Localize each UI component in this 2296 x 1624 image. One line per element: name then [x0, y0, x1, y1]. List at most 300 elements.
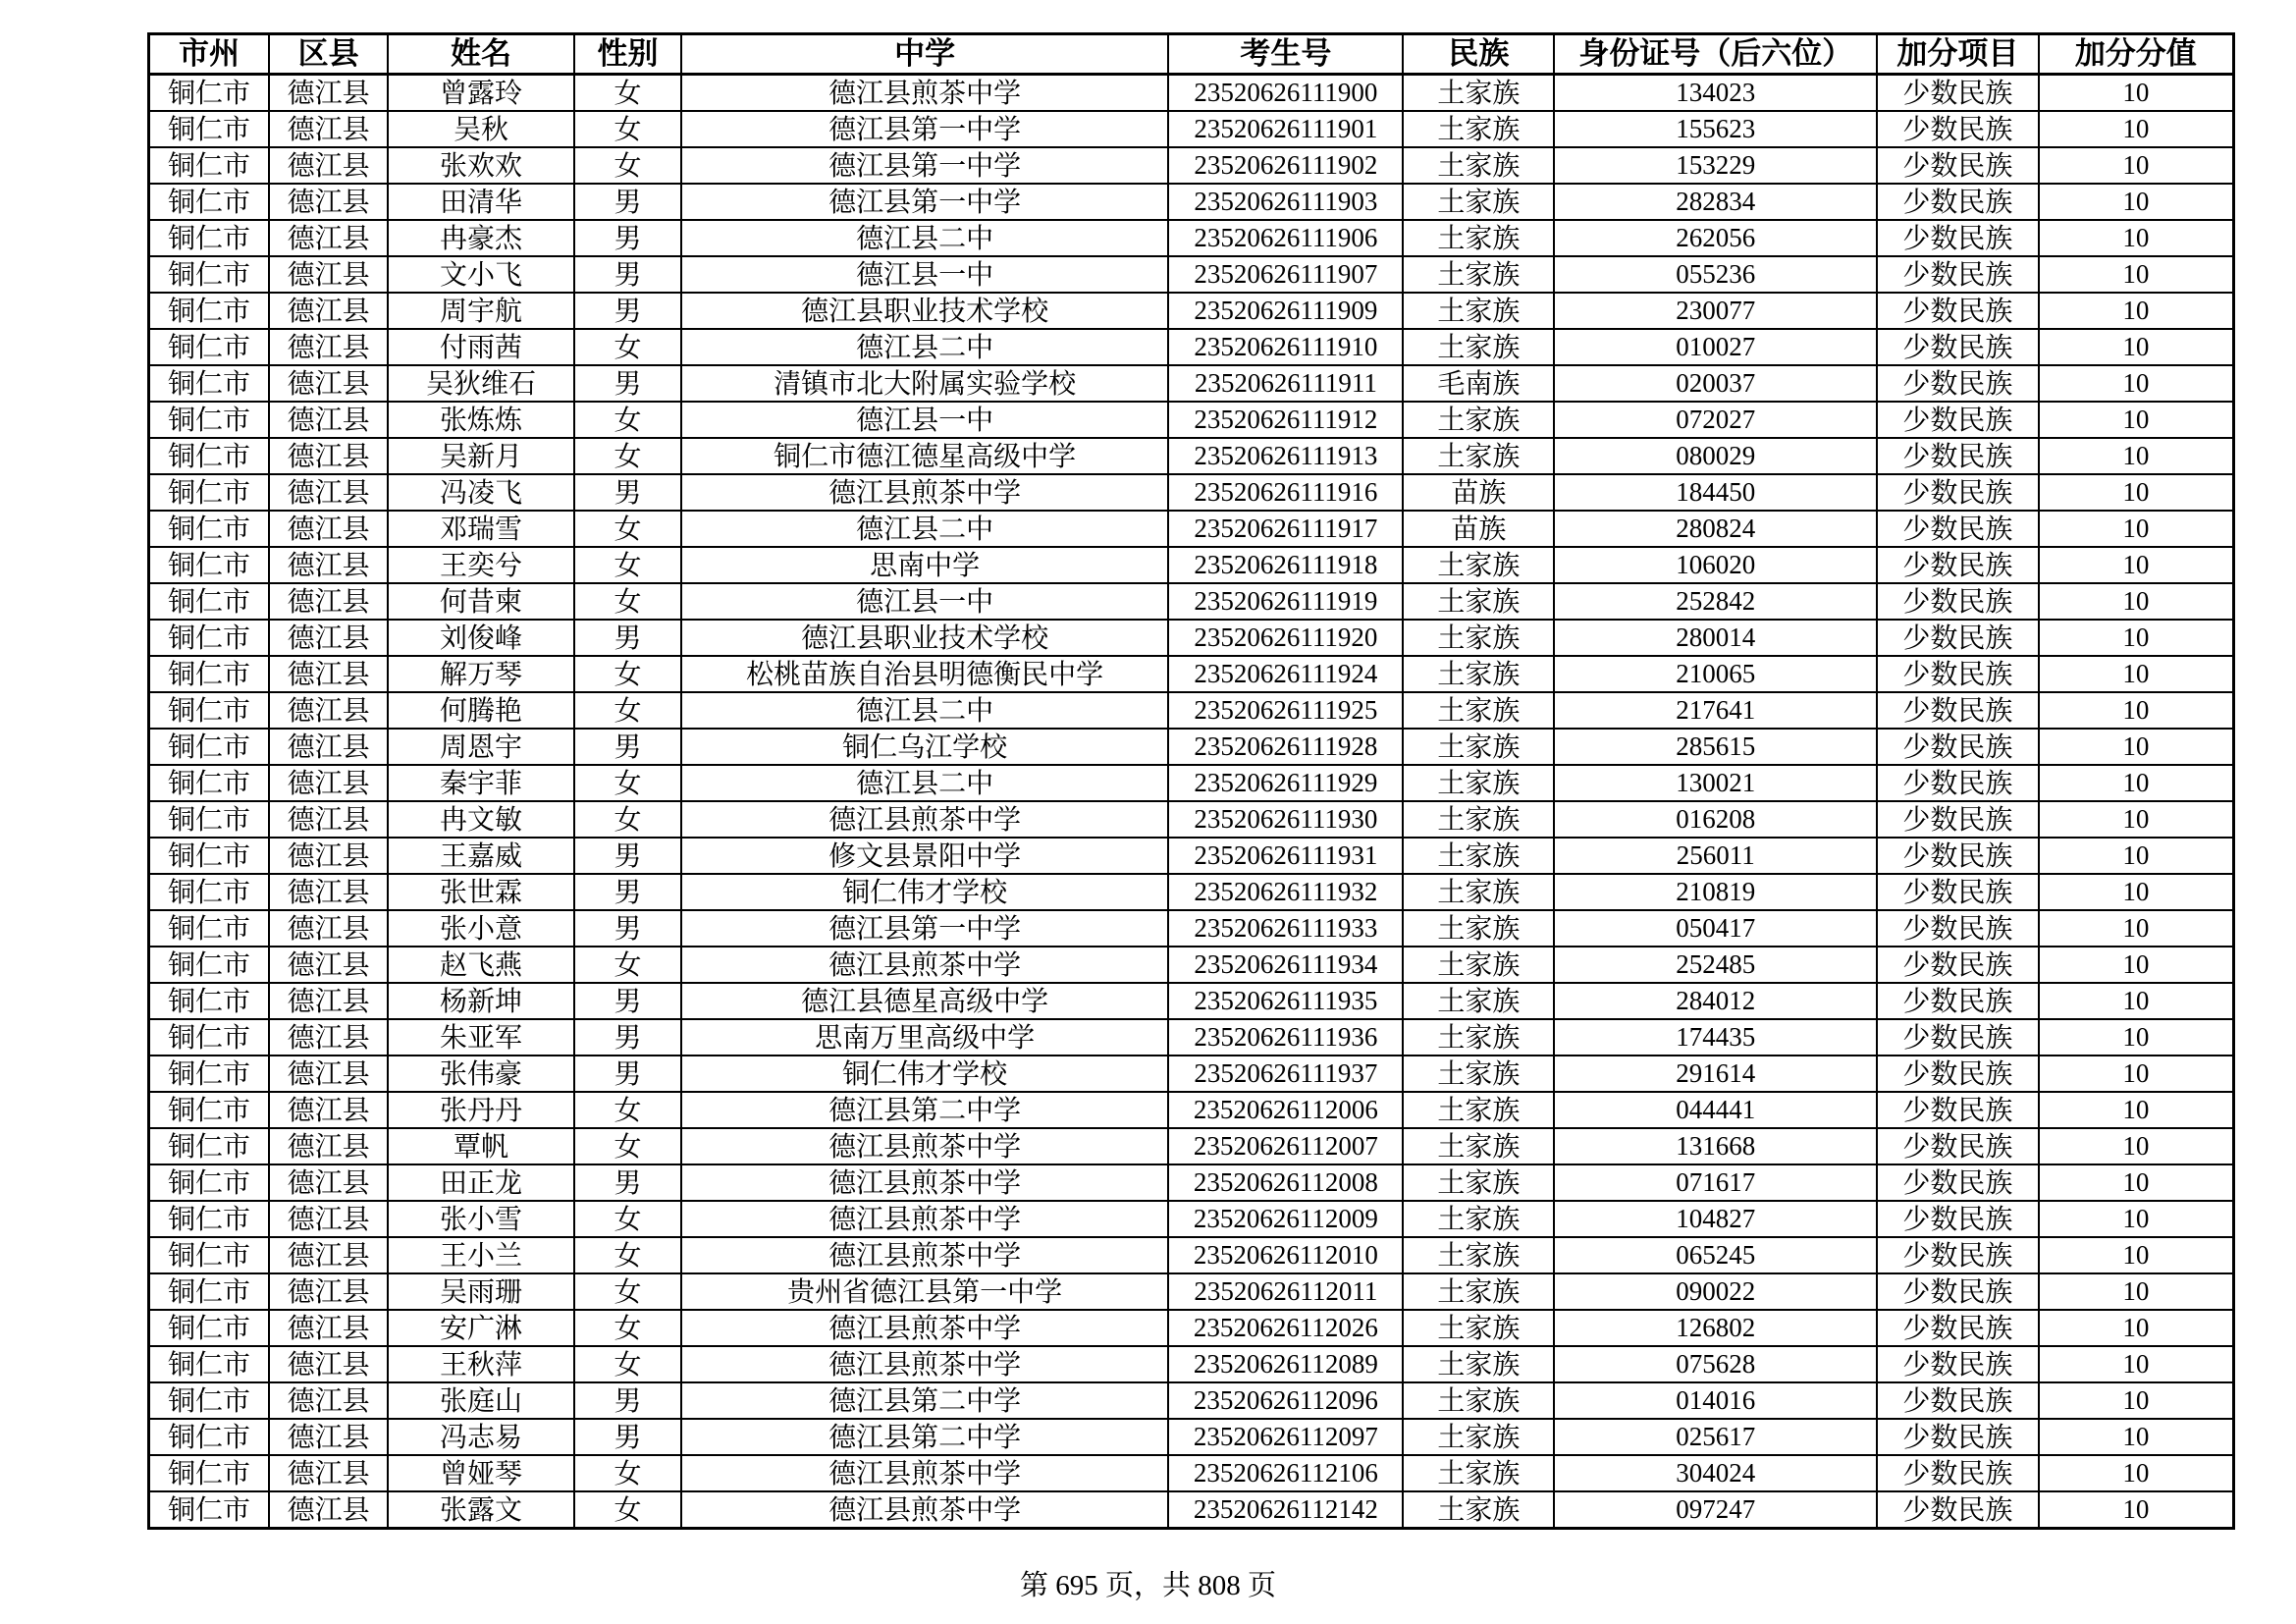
bonus-value-cell: 10	[2039, 1382, 2234, 1419]
column-header-gender: 性别	[574, 34, 681, 75]
name-cell: 朱亚军	[388, 1019, 574, 1056]
city-cell: 铜仁市	[149, 1310, 270, 1346]
exam-number-cell: 23520626111925	[1168, 692, 1403, 729]
school-cell: 德江县一中	[681, 583, 1168, 620]
exam-number-cell: 23520626111901	[1168, 111, 1403, 147]
bonus-item-cell: 少数民族	[1877, 511, 2038, 547]
ethnicity-cell: 土家族	[1403, 75, 1554, 112]
gender-cell: 女	[574, 656, 681, 692]
ethnicity-cell: 土家族	[1403, 583, 1554, 620]
ethnicity-cell: 毛南族	[1403, 365, 1554, 402]
city-cell: 铜仁市	[149, 329, 270, 365]
gender-cell: 男	[574, 256, 681, 293]
id-suffix-cell: 304024	[1554, 1455, 1877, 1491]
bonus-points-table	[147, 32, 2235, 1530]
name-cell: 覃帆	[388, 1128, 574, 1164]
bonus-item-cell: 少数民族	[1877, 801, 2038, 838]
bonus-item-cell: 少数民族	[1877, 1310, 2038, 1346]
city-cell: 铜仁市	[149, 1455, 270, 1491]
gender-cell: 男	[574, 220, 681, 256]
bonus-value-cell: 10	[2039, 547, 2234, 583]
city-cell: 铜仁市	[149, 147, 270, 184]
gender-cell: 女	[574, 438, 681, 474]
name-cell: 周宇航	[388, 293, 574, 329]
name-cell: 解万琴	[388, 656, 574, 692]
county-cell: 德江县	[269, 1382, 388, 1419]
exam-number-cell: 23520626111937	[1168, 1056, 1403, 1092]
gender-cell: 女	[574, 1273, 681, 1310]
ethnicity-cell: 土家族	[1403, 656, 1554, 692]
bonus-value-cell: 10	[2039, 293, 2234, 329]
gender-cell: 女	[574, 1237, 681, 1273]
ethnicity-cell: 土家族	[1403, 1455, 1554, 1491]
school-cell: 德江县二中	[681, 329, 1168, 365]
gender-cell: 男	[574, 1164, 681, 1201]
name-cell: 王奕兮	[388, 547, 574, 583]
school-cell: 清镇市北大附属实验学校	[681, 365, 1168, 402]
county-cell: 德江县	[269, 511, 388, 547]
county-cell: 德江县	[269, 1310, 388, 1346]
ethnicity-cell: 土家族	[1403, 111, 1554, 147]
name-cell: 曾露玲	[388, 75, 574, 112]
city-cell: 铜仁市	[149, 1346, 270, 1382]
ethnicity-cell: 土家族	[1403, 1273, 1554, 1310]
exam-number-cell: 23520626112008	[1168, 1164, 1403, 1201]
exam-number-cell: 23520626111909	[1168, 293, 1403, 329]
gender-cell: 男	[574, 838, 681, 874]
school-cell: 德江县职业技术学校	[681, 620, 1168, 656]
bonus-item-cell: 少数民族	[1877, 1382, 2038, 1419]
bonus-item-cell: 少数民族	[1877, 729, 2038, 765]
exam-number-cell: 23520626111935	[1168, 983, 1403, 1019]
exam-number-cell: 23520626112096	[1168, 1382, 1403, 1419]
ethnicity-cell: 土家族	[1403, 1491, 1554, 1529]
bonus-value-cell: 10	[2039, 220, 2234, 256]
gender-cell: 女	[574, 75, 681, 112]
name-cell: 张小雪	[388, 1201, 574, 1237]
gender-cell: 男	[574, 729, 681, 765]
city-cell: 铜仁市	[149, 1128, 270, 1164]
id-suffix-cell: 210819	[1554, 874, 1877, 910]
bonus-value-cell: 10	[2039, 474, 2234, 511]
county-cell: 德江县	[269, 1273, 388, 1310]
table-row	[149, 256, 2234, 293]
id-suffix-cell: 252842	[1554, 583, 1877, 620]
id-suffix-cell: 080029	[1554, 438, 1877, 474]
name-cell: 吴狄维石	[388, 365, 574, 402]
city-cell: 铜仁市	[149, 1019, 270, 1056]
bonus-item-cell: 少数民族	[1877, 365, 2038, 402]
name-cell: 冯凌飞	[388, 474, 574, 511]
bonus-value-cell: 10	[2039, 402, 2234, 438]
ethnicity-cell: 土家族	[1403, 1128, 1554, 1164]
ethnicity-cell: 苗族	[1403, 511, 1554, 547]
name-cell: 何腾艳	[388, 692, 574, 729]
bonus-value-cell: 10	[2039, 111, 2234, 147]
table-row	[149, 1455, 2234, 1491]
school-cell: 德江县二中	[681, 511, 1168, 547]
city-cell: 铜仁市	[149, 1201, 270, 1237]
county-cell: 德江县	[269, 1455, 388, 1491]
city-cell: 铜仁市	[149, 729, 270, 765]
bonus-item-cell: 少数民族	[1877, 1128, 2038, 1164]
table-row	[149, 220, 2234, 256]
exam-number-cell: 23520626112089	[1168, 1346, 1403, 1382]
ethnicity-cell: 土家族	[1403, 147, 1554, 184]
bonus-value-cell: 10	[2039, 184, 2234, 220]
bonus-value-cell: 10	[2039, 1092, 2234, 1128]
ethnicity-cell: 土家族	[1403, 947, 1554, 983]
id-suffix-cell: 134023	[1554, 75, 1877, 112]
city-cell: 铜仁市	[149, 438, 270, 474]
ethnicity-cell: 土家族	[1403, 1310, 1554, 1346]
county-cell: 德江县	[269, 583, 388, 620]
table-row	[149, 184, 2234, 220]
county-cell: 德江县	[269, 1419, 388, 1455]
gender-cell: 女	[574, 547, 681, 583]
city-cell: 铜仁市	[149, 838, 270, 874]
name-cell: 秦宇菲	[388, 765, 574, 801]
ethnicity-cell: 土家族	[1403, 983, 1554, 1019]
bonus-value-cell: 10	[2039, 874, 2234, 910]
id-suffix-cell: 282834	[1554, 184, 1877, 220]
school-cell: 德江县第一中学	[681, 111, 1168, 147]
exam-number-cell: 23520626111918	[1168, 547, 1403, 583]
city-cell: 铜仁市	[149, 1092, 270, 1128]
table-row	[149, 1346, 2234, 1382]
bonus-value-cell: 10	[2039, 583, 2234, 620]
bonus-value-cell: 10	[2039, 147, 2234, 184]
table-row	[149, 656, 2234, 692]
bonus-value-cell: 10	[2039, 75, 2234, 112]
name-cell: 吴秋	[388, 111, 574, 147]
bonus-value-cell: 10	[2039, 1164, 2234, 1201]
bonus-item-cell: 少数民族	[1877, 329, 2038, 365]
name-cell: 付雨茜	[388, 329, 574, 365]
table-row	[149, 1201, 2234, 1237]
name-cell: 王嘉威	[388, 838, 574, 874]
id-suffix-cell: 104827	[1554, 1201, 1877, 1237]
bonus-value-cell: 10	[2039, 801, 2234, 838]
bonus-value-cell: 10	[2039, 765, 2234, 801]
bonus-item-cell: 少数民族	[1877, 402, 2038, 438]
bonus-value-cell: 10	[2039, 729, 2234, 765]
id-suffix-cell: 065245	[1554, 1237, 1877, 1273]
id-suffix-cell: 097247	[1554, 1491, 1877, 1529]
table-row	[149, 765, 2234, 801]
name-cell: 张露文	[388, 1491, 574, 1529]
exam-number-cell: 23520626111902	[1168, 147, 1403, 184]
gender-cell: 女	[574, 801, 681, 838]
gender-cell: 女	[574, 147, 681, 184]
gender-cell: 女	[574, 1491, 681, 1529]
county-cell: 德江县	[269, 1092, 388, 1128]
id-suffix-cell: 055236	[1554, 256, 1877, 293]
exam-number-cell: 23520626112026	[1168, 1310, 1403, 1346]
exam-number-cell: 23520626111934	[1168, 947, 1403, 983]
school-cell: 松桃苗族自治县明德衡民中学	[681, 656, 1168, 692]
gender-cell: 女	[574, 402, 681, 438]
gender-cell: 男	[574, 1056, 681, 1092]
school-cell: 德江县煎茶中学	[681, 1164, 1168, 1201]
table-row	[149, 111, 2234, 147]
table-row	[149, 438, 2234, 474]
city-cell: 铜仁市	[149, 1419, 270, 1455]
name-cell: 文小飞	[388, 256, 574, 293]
table-row	[149, 75, 2234, 112]
city-cell: 铜仁市	[149, 184, 270, 220]
ethnicity-cell: 土家族	[1403, 801, 1554, 838]
school-cell: 德江县第二中学	[681, 1382, 1168, 1419]
document-sheet	[147, 32, 2235, 1530]
name-cell: 张小意	[388, 910, 574, 947]
ethnicity-cell: 土家族	[1403, 329, 1554, 365]
table-row	[149, 147, 2234, 184]
name-cell: 刘俊峰	[388, 620, 574, 656]
city-cell: 铜仁市	[149, 547, 270, 583]
gender-cell: 女	[574, 1455, 681, 1491]
table-row	[149, 910, 2234, 947]
city-cell: 铜仁市	[149, 983, 270, 1019]
ethnicity-cell: 土家族	[1403, 729, 1554, 765]
county-cell: 德江县	[269, 402, 388, 438]
bonus-value-cell: 10	[2039, 1273, 2234, 1310]
school-cell: 铜仁乌江学校	[681, 729, 1168, 765]
bonus-item-cell: 少数民族	[1877, 1491, 2038, 1529]
school-cell: 德江县二中	[681, 220, 1168, 256]
id-suffix-cell: 280014	[1554, 620, 1877, 656]
name-cell: 田清华	[388, 184, 574, 220]
county-cell: 德江县	[269, 1237, 388, 1273]
table-row	[149, 1237, 2234, 1273]
bonus-value-cell: 10	[2039, 1491, 2234, 1529]
column-header-bonus-value: 加分分值	[2039, 34, 2234, 75]
gender-cell: 女	[574, 583, 681, 620]
county-cell: 德江县	[269, 1164, 388, 1201]
gender-cell: 女	[574, 1310, 681, 1346]
county-cell: 德江县	[269, 1128, 388, 1164]
bonus-item-cell: 少数民族	[1877, 111, 2038, 147]
name-cell: 王秋萍	[388, 1346, 574, 1382]
name-cell: 吴雨珊	[388, 1273, 574, 1310]
city-cell: 铜仁市	[149, 402, 270, 438]
exam-number-cell: 23520626111919	[1168, 583, 1403, 620]
id-suffix-cell: 284012	[1554, 983, 1877, 1019]
id-suffix-cell: 010027	[1554, 329, 1877, 365]
bonus-value-cell: 10	[2039, 910, 2234, 947]
exam-number-cell: 23520626112009	[1168, 1201, 1403, 1237]
school-cell: 德江县二中	[681, 765, 1168, 801]
exam-number-cell: 23520626112006	[1168, 1092, 1403, 1128]
bonus-value-cell: 10	[2039, 983, 2234, 1019]
id-suffix-cell: 285615	[1554, 729, 1877, 765]
ethnicity-cell: 土家族	[1403, 1092, 1554, 1128]
bonus-item-cell: 少数民族	[1877, 1164, 2038, 1201]
bonus-item-cell: 少数民族	[1877, 547, 2038, 583]
county-cell: 德江县	[269, 438, 388, 474]
exam-number-cell: 23520626111910	[1168, 329, 1403, 365]
column-header-city: 市州	[149, 34, 270, 75]
name-cell: 吴新月	[388, 438, 574, 474]
county-cell: 德江县	[269, 620, 388, 656]
county-cell: 德江县	[269, 656, 388, 692]
name-cell: 田正龙	[388, 1164, 574, 1201]
bonus-item-cell: 少数民族	[1877, 474, 2038, 511]
table-row	[149, 947, 2234, 983]
city-cell: 铜仁市	[149, 75, 270, 112]
school-cell: 思南万里高级中学	[681, 1019, 1168, 1056]
id-suffix-cell: 044441	[1554, 1092, 1877, 1128]
exam-number-cell: 23520626111906	[1168, 220, 1403, 256]
city-cell: 铜仁市	[149, 256, 270, 293]
school-cell: 德江县煎茶中学	[681, 1237, 1168, 1273]
bonus-item-cell: 少数民族	[1877, 620, 2038, 656]
county-cell: 德江县	[269, 111, 388, 147]
bonus-item-cell: 少数民族	[1877, 910, 2038, 947]
county-cell: 德江县	[269, 983, 388, 1019]
bonus-item-cell: 少数民族	[1877, 1237, 2038, 1273]
county-cell: 德江县	[269, 838, 388, 874]
id-suffix-cell: 131668	[1554, 1128, 1877, 1164]
ethnicity-cell: 土家族	[1403, 1237, 1554, 1273]
name-cell: 曾娅琴	[388, 1455, 574, 1491]
gender-cell: 男	[574, 1419, 681, 1455]
name-cell: 赵飞燕	[388, 947, 574, 983]
table-row	[149, 583, 2234, 620]
county-cell: 德江县	[269, 474, 388, 511]
school-cell: 德江县第二中学	[681, 1419, 1168, 1455]
county-cell: 德江县	[269, 220, 388, 256]
bonus-item-cell: 少数民族	[1877, 1273, 2038, 1310]
name-cell: 杨新坤	[388, 983, 574, 1019]
ethnicity-cell: 土家族	[1403, 1164, 1554, 1201]
ethnicity-cell: 土家族	[1403, 765, 1554, 801]
table-row	[149, 1164, 2234, 1201]
county-cell: 德江县	[269, 365, 388, 402]
header-row	[149, 34, 2234, 75]
city-cell: 铜仁市	[149, 293, 270, 329]
exam-number-cell: 23520626111917	[1168, 511, 1403, 547]
ethnicity-cell: 土家族	[1403, 402, 1554, 438]
gender-cell: 男	[574, 474, 681, 511]
exam-number-cell: 23520626112142	[1168, 1491, 1403, 1529]
gender-cell: 女	[574, 765, 681, 801]
id-suffix-cell: 262056	[1554, 220, 1877, 256]
school-cell: 德江县德星高级中学	[681, 983, 1168, 1019]
table-row	[149, 402, 2234, 438]
table-row	[149, 620, 2234, 656]
bonus-value-cell: 10	[2039, 1128, 2234, 1164]
gender-cell: 男	[574, 293, 681, 329]
bonus-value-cell: 10	[2039, 692, 2234, 729]
id-suffix-cell: 090022	[1554, 1273, 1877, 1310]
gender-cell: 男	[574, 910, 681, 947]
bonus-item-cell: 少数民族	[1877, 947, 2038, 983]
city-cell: 铜仁市	[149, 1273, 270, 1310]
name-cell: 安广淋	[388, 1310, 574, 1346]
ethnicity-cell: 土家族	[1403, 874, 1554, 910]
gender-cell: 男	[574, 1019, 681, 1056]
id-suffix-cell: 106020	[1554, 547, 1877, 583]
county-cell: 德江县	[269, 184, 388, 220]
name-cell: 冯志易	[388, 1419, 574, 1455]
exam-number-cell: 23520626111913	[1168, 438, 1403, 474]
id-suffix-cell: 217641	[1554, 692, 1877, 729]
bonus-value-cell: 10	[2039, 1419, 2234, 1455]
column-header-ethnicity: 民族	[1403, 34, 1554, 75]
name-cell: 张世霖	[388, 874, 574, 910]
bonus-item-cell: 少数民族	[1877, 256, 2038, 293]
id-suffix-cell: 256011	[1554, 838, 1877, 874]
exam-number-cell: 23520626111932	[1168, 874, 1403, 910]
name-cell: 王小兰	[388, 1237, 574, 1273]
gender-cell: 女	[574, 692, 681, 729]
table-row	[149, 329, 2234, 365]
bonus-item-cell: 少数民族	[1877, 147, 2038, 184]
school-cell: 德江县煎茶中学	[681, 1310, 1168, 1346]
gender-cell: 女	[574, 511, 681, 547]
city-cell: 铜仁市	[149, 1164, 270, 1201]
school-cell: 德江县煎茶中学	[681, 474, 1168, 511]
id-suffix-cell: 130021	[1554, 765, 1877, 801]
table-row	[149, 547, 2234, 583]
city-cell: 铜仁市	[149, 874, 270, 910]
gender-cell: 男	[574, 983, 681, 1019]
name-cell: 张欢欢	[388, 147, 574, 184]
county-cell: 德江县	[269, 801, 388, 838]
school-cell: 铜仁市德江德星高级中学	[681, 438, 1168, 474]
school-cell: 德江县煎茶中学	[681, 1128, 1168, 1164]
school-cell: 修文县景阳中学	[681, 838, 1168, 874]
ethnicity-cell: 土家族	[1403, 547, 1554, 583]
exam-number-cell: 23520626111931	[1168, 838, 1403, 874]
exam-number-cell: 23520626111912	[1168, 402, 1403, 438]
school-cell: 德江县煎茶中学	[681, 947, 1168, 983]
county-cell: 德江县	[269, 329, 388, 365]
school-cell: 铜仁伟才学校	[681, 874, 1168, 910]
county-cell: 德江县	[269, 729, 388, 765]
id-suffix-cell: 252485	[1554, 947, 1877, 983]
id-suffix-cell: 126802	[1554, 1310, 1877, 1346]
column-header-county: 区县	[269, 34, 388, 75]
gender-cell: 女	[574, 1346, 681, 1382]
bonus-value-cell: 10	[2039, 438, 2234, 474]
ethnicity-cell: 土家族	[1403, 293, 1554, 329]
city-cell: 铜仁市	[149, 220, 270, 256]
column-header-exam-number: 考生号	[1168, 34, 1403, 75]
ethnicity-cell: 土家族	[1403, 1019, 1554, 1056]
county-cell: 德江县	[269, 1201, 388, 1237]
gender-cell: 女	[574, 1201, 681, 1237]
city-cell: 铜仁市	[149, 801, 270, 838]
name-cell: 冉豪杰	[388, 220, 574, 256]
ethnicity-cell: 土家族	[1403, 692, 1554, 729]
table-row	[149, 474, 2234, 511]
county-cell: 德江县	[269, 547, 388, 583]
city-cell: 铜仁市	[149, 365, 270, 402]
exam-number-cell: 23520626111924	[1168, 656, 1403, 692]
table-row	[149, 1056, 2234, 1092]
school-cell: 德江县第一中学	[681, 184, 1168, 220]
bonus-item-cell: 少数民族	[1877, 220, 2038, 256]
id-suffix-cell: 280824	[1554, 511, 1877, 547]
table-row	[149, 1092, 2234, 1128]
city-cell: 铜仁市	[149, 1382, 270, 1419]
bonus-item-cell: 少数民族	[1877, 692, 2038, 729]
ethnicity-cell: 土家族	[1403, 1382, 1554, 1419]
name-cell: 邓瑞雪	[388, 511, 574, 547]
city-cell: 铜仁市	[149, 692, 270, 729]
